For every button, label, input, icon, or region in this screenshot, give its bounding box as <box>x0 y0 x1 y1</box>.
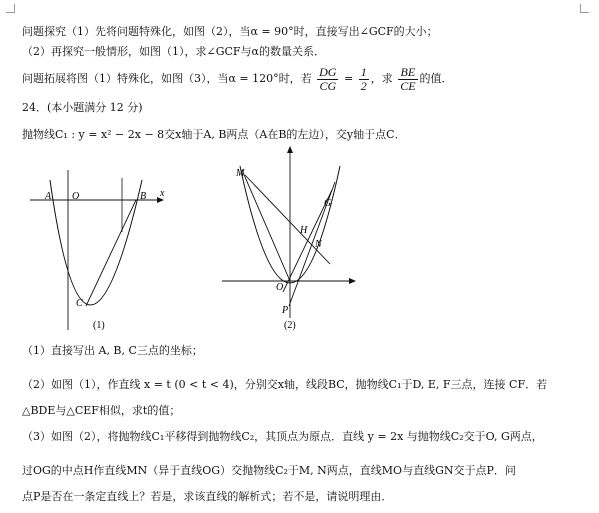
fraction-be-ce: $\frac{BE}{CE}$ <box>400 64 416 93</box>
subquestion-3-cont-2: 点P是否在一条定直线上？若是，求该直线的解析式；若不是，请说明理由． <box>22 490 393 503</box>
fig2-x-axis-arrow <box>349 278 356 284</box>
fig1-caption: (1) <box>93 320 105 331</box>
text-line-3: 问题拓展将图（1）特殊化，如图（3），当α = 120°时，若 $\frac{DG}{CG}$ = $\frac{1}{2}$ ，求 $\frac{BE}{CE}$ 的值． <box>22 64 453 93</box>
fig1-parabola <box>50 180 142 305</box>
fig1-label-x: x <box>160 188 165 199</box>
fig1-label-b: B <box>140 191 147 202</box>
subquestion-3: （3）如图（2），将抛物线C₁平移得到抛物线C₂，其顶点为原点．直线 y = 2x 与抛物线C₂交于O, G两点， <box>22 430 543 443</box>
question-header-24: 24．(本小题满分 12 分) <box>22 101 143 114</box>
text-line-2: （2）再探究一般情形，如图（1），求∠GCF与α的数量关系． <box>22 45 325 58</box>
fig2-label-g: G <box>324 198 332 209</box>
subquestion-2: （2）如图（1），作直线 x = t (0 < t < 4)，分别交x轴，线段BC，抛物线C₁于D, E, F三点，连接 CF．若 <box>22 378 548 391</box>
subquestion-3-cont: 过OG的中点H作直线MN（异于直线OG）交抛物线C₂于M, N两点，直线MO与直线GN交于点P．问 <box>22 464 516 477</box>
fig2-label-o: O <box>276 282 284 293</box>
fig1-label-c: C <box>76 298 83 309</box>
fig2-label-p: P <box>282 305 289 316</box>
fig2-line-mn <box>245 175 330 264</box>
figure-2 <box>222 146 356 331</box>
fig2-caption: (2) <box>284 320 296 331</box>
fig2-label-n: N <box>315 239 322 250</box>
fig1-segment-bc <box>86 200 136 306</box>
subquestion-1: （1）直接写出 A, B, C三点的坐标； <box>22 344 203 357</box>
fig2-line-mo <box>242 170 290 281</box>
fraction-one-half: $\frac{1}{2}$ <box>360 64 367 93</box>
fraction-dg-cg: $\frac{DG}{CG}$ <box>319 64 337 93</box>
fig2-label-h: H <box>300 225 308 236</box>
subquestion-2-cont: △BDE与△CEF相似，求t的值； <box>22 404 181 417</box>
fig1-label-o: O <box>72 191 80 202</box>
fig1-label-a: A <box>45 191 52 202</box>
text-line-parabola: 抛物线C₁ : y = x² − 2x − 8交x轴于A, B两点（A在B的左边），交y轴于点C． <box>22 128 406 141</box>
fig2-y-axis-arrow <box>287 146 293 153</box>
figure-1 <box>30 170 165 331</box>
text-line-1: 问题探究（1）先将问题特殊化，如图（2），当α = 90°时，直接写出∠GCF的大小； <box>22 25 438 38</box>
fig2-label-m: M <box>236 168 245 179</box>
